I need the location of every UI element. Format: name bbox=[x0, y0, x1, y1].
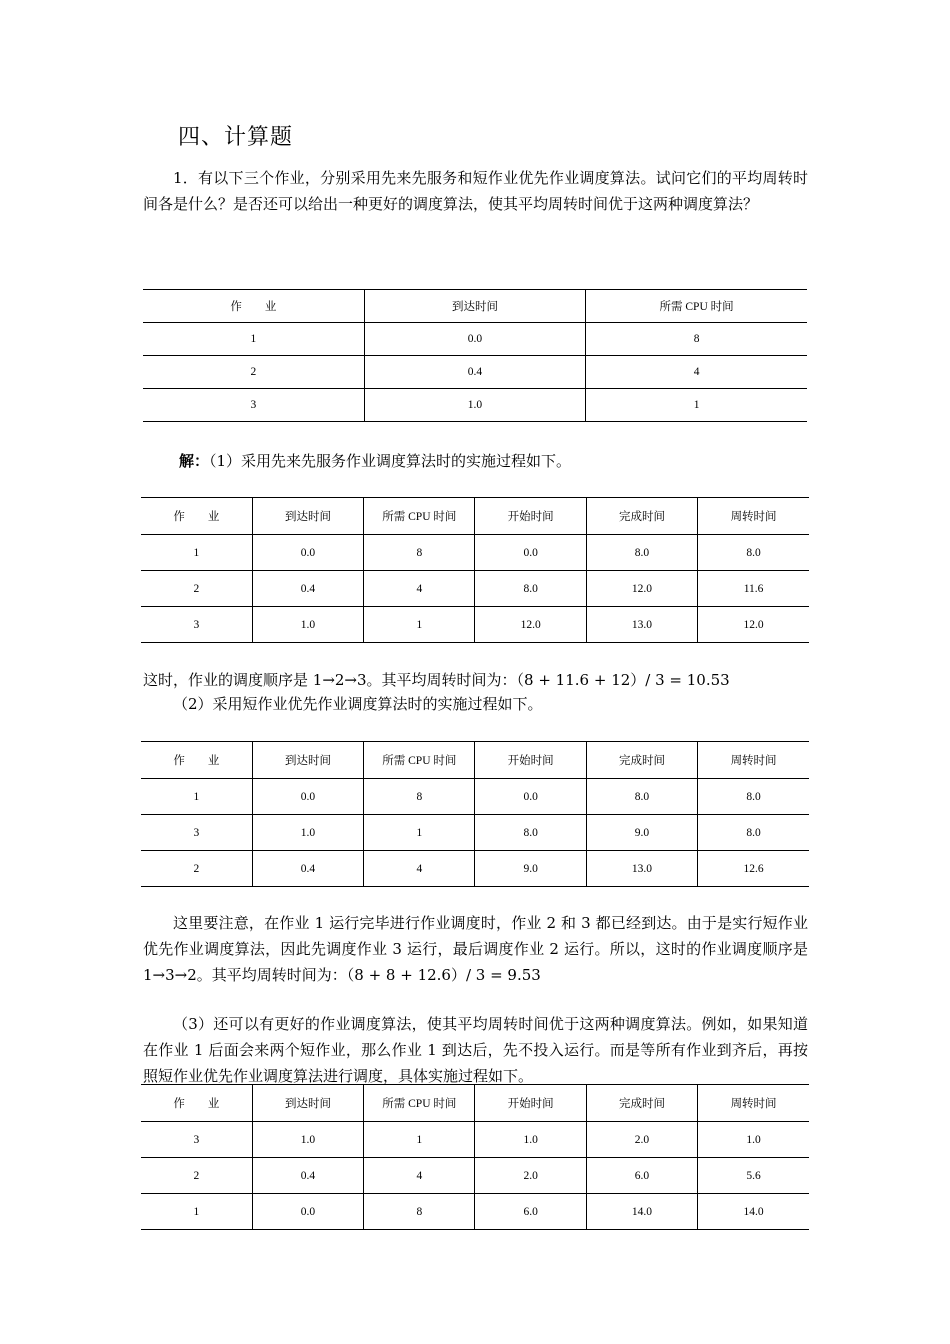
table-cell: 0.0 bbox=[252, 535, 363, 571]
table-cell: 13.0 bbox=[586, 607, 697, 643]
table-cell: 8.0 bbox=[698, 535, 809, 571]
table-cell: 1 bbox=[141, 535, 252, 571]
column-header: 到达时间 bbox=[252, 742, 363, 779]
table-cell: 2.0 bbox=[586, 1122, 697, 1158]
table-cell: 8.0 bbox=[698, 779, 809, 815]
table-cell: 8.0 bbox=[586, 779, 697, 815]
table-cell: 1.0 bbox=[252, 815, 363, 851]
table-cell: 12.6 bbox=[698, 851, 809, 887]
table-cell: 1 bbox=[586, 389, 807, 422]
column-header: 周转时间 bbox=[698, 742, 809, 779]
table-cell: 14.0 bbox=[698, 1194, 809, 1230]
table-cell: 2 bbox=[141, 571, 252, 607]
table-cell: 8 bbox=[586, 323, 807, 356]
sjf-table bbox=[141, 741, 809, 887]
table-cell: 9.0 bbox=[475, 851, 586, 887]
column-header: 开始时间 bbox=[475, 498, 586, 535]
table-row bbox=[141, 607, 809, 643]
table-cell: 4 bbox=[586, 356, 807, 389]
table-cell: 2 bbox=[141, 1158, 252, 1194]
table-cell: 0.4 bbox=[364, 356, 585, 389]
table-cell: 1 bbox=[364, 1122, 475, 1158]
table-row bbox=[141, 1158, 809, 1194]
table-cell: 11.6 bbox=[698, 571, 809, 607]
step3-intro: （3）还可以有更好的作业调度算法，使其平均周转时间优于这两种调度算法。例如，如果知道在作业 1 后面会来两个短作业，那么作业 1 到达后，先不投入运行。而是等所有作业到齐后，再按照短作业优先作业调度算法进行调度，具体实施过程如下。 bbox=[143, 1015, 808, 1085]
column-header: 周转时间 bbox=[698, 1085, 809, 1122]
table-cell: 0.0 bbox=[364, 323, 585, 356]
column-header: 完成时间 bbox=[586, 742, 697, 779]
solution-label: 解： bbox=[179, 452, 210, 470]
table-cell: 4 bbox=[364, 1158, 475, 1194]
table-cell: 1.0 bbox=[364, 389, 585, 422]
table-row bbox=[141, 779, 809, 815]
table-row bbox=[143, 356, 807, 389]
table-cell: 4 bbox=[364, 571, 475, 607]
column-header: 开始时间 bbox=[475, 1085, 586, 1122]
section-heading: 四、计算题 bbox=[178, 125, 294, 150]
table-cell: 14.0 bbox=[586, 1194, 697, 1230]
table-cell: 8.0 bbox=[475, 571, 586, 607]
table-cell: 3 bbox=[143, 389, 364, 422]
improved-table bbox=[141, 1084, 809, 1230]
table-cell: 0.0 bbox=[252, 779, 363, 815]
column-header: 作 业 bbox=[143, 290, 364, 323]
table-cell: 12.0 bbox=[586, 571, 697, 607]
column-header: 所需 CPU 时间 bbox=[364, 1085, 475, 1122]
table-row bbox=[141, 571, 809, 607]
table-cell: 2.0 bbox=[475, 1158, 586, 1194]
table-cell: 3 bbox=[141, 815, 252, 851]
column-header: 作 业 bbox=[141, 742, 252, 779]
header-row bbox=[141, 742, 809, 779]
table-row bbox=[141, 535, 809, 571]
table-cell: 0.4 bbox=[252, 851, 363, 887]
table-cell: 8.0 bbox=[698, 815, 809, 851]
table-cell: 13.0 bbox=[586, 851, 697, 887]
fcfs-table bbox=[141, 497, 809, 643]
table-row bbox=[141, 815, 809, 851]
table-cell: 1.0 bbox=[252, 1122, 363, 1158]
table-cell: 8 bbox=[364, 779, 475, 815]
table-cell: 5.6 bbox=[698, 1158, 809, 1194]
job-table bbox=[143, 289, 807, 422]
table-cell: 9.0 bbox=[586, 815, 697, 851]
table-cell: 0.4 bbox=[252, 1158, 363, 1194]
table-cell: 0.0 bbox=[252, 1194, 363, 1230]
table-cell: 6.0 bbox=[586, 1158, 697, 1194]
column-header: 到达时间 bbox=[252, 1085, 363, 1122]
column-header: 开始时间 bbox=[475, 742, 586, 779]
table-cell: 1.0 bbox=[475, 1122, 586, 1158]
table-cell: 2 bbox=[143, 356, 364, 389]
step2-result: 这里要注意，在作业 1 运行完毕进行作业调度时，作业 2 和 3 都已经到达。由于是实行短作业优先作业调度算法，因此先调度作业 3 运行，最后调度作业 2 运行。所以，这时的作业调度顺序是 1→3→2。其平均周转时间为：（8 + 8 + 12.6）/ 3 = 9.53 bbox=[143, 914, 808, 984]
column-header: 作 业 bbox=[141, 1085, 252, 1122]
table-cell: 1.0 bbox=[698, 1122, 809, 1158]
table-row bbox=[141, 1122, 809, 1158]
solution-step1 bbox=[143, 448, 808, 474]
table-cell: 12.0 bbox=[698, 607, 809, 643]
table-cell: 8.0 bbox=[475, 815, 586, 851]
step1-intro: （1）采用先来先服务作业调度算法时的实施过程如下。 bbox=[209, 452, 572, 470]
table-row bbox=[143, 389, 807, 422]
table-cell: 0.0 bbox=[475, 779, 586, 815]
table-cell: 0.4 bbox=[252, 571, 363, 607]
header-row bbox=[141, 1085, 809, 1122]
table-cell: 1 bbox=[141, 779, 252, 815]
header-row bbox=[143, 290, 807, 323]
table-cell: 1 bbox=[143, 323, 364, 356]
column-header: 到达时间 bbox=[364, 290, 585, 323]
column-header: 作 业 bbox=[141, 498, 252, 535]
table-cell: 0.0 bbox=[475, 535, 586, 571]
table-cell: 4 bbox=[364, 851, 475, 887]
table-cell: 8 bbox=[364, 535, 475, 571]
table-cell: 8.0 bbox=[586, 535, 697, 571]
table-cell: 12.0 bbox=[475, 607, 586, 643]
table-cell: 8 bbox=[364, 1194, 475, 1230]
step1-result: 这时，作业的调度顺序是 1→2→3。其平均周转时间为：（8 + 11.6 + 12）/ 3 = 10.53 bbox=[143, 671, 730, 689]
table-row bbox=[141, 851, 809, 887]
step2-intro: （2）采用短作业优先作业调度算法时的实施过程如下。 bbox=[173, 695, 543, 713]
column-header: 完成时间 bbox=[586, 1085, 697, 1122]
table-cell: 1 bbox=[364, 815, 475, 851]
column-header: 所需 CPU 时间 bbox=[364, 742, 475, 779]
column-header: 到达时间 bbox=[252, 498, 363, 535]
table-cell: 1 bbox=[141, 1194, 252, 1230]
table-cell: 3 bbox=[141, 607, 252, 643]
table-cell: 6.0 bbox=[475, 1194, 586, 1230]
table-cell: 1 bbox=[364, 607, 475, 643]
table-cell: 2 bbox=[141, 851, 252, 887]
table-row bbox=[141, 1194, 809, 1230]
column-header: 所需 CPU 时间 bbox=[586, 290, 807, 323]
column-header: 所需 CPU 时间 bbox=[364, 498, 475, 535]
table-row bbox=[143, 323, 807, 356]
question-text: 1．有以下三个作业，分别采用先来先服务和短作业优先作业调度算法。试问它们的平均周转时间各是什么？是否还可以给出一种更好的调度算法，使其平均周转时间优于这两种调度算法？ bbox=[143, 169, 808, 213]
column-header: 周转时间 bbox=[698, 498, 809, 535]
table-cell: 1.0 bbox=[252, 607, 363, 643]
table-cell: 3 bbox=[141, 1122, 252, 1158]
header-row bbox=[141, 498, 809, 535]
column-header: 完成时间 bbox=[586, 498, 697, 535]
